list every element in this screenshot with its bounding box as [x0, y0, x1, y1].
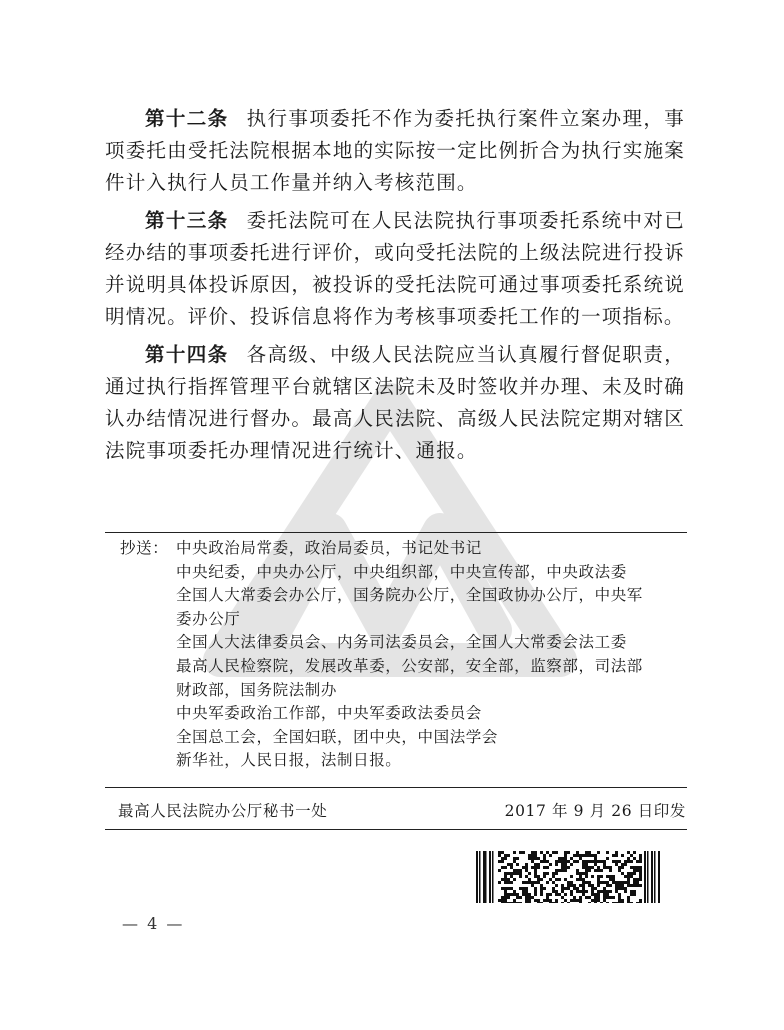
- cc-label: 抄送：: [120, 539, 169, 557]
- article-text: 各高级、中级人民法院应当认真履行督促职责，通过执行指挥管理平台就辖区法院未及时签收并办理、未及时确认办结情况进行督办。最高人民法院、高级人民法院定期对辖区法院事项委托办理情况进行统计、通报。: [105, 343, 685, 462]
- divider-bottom: [105, 829, 687, 830]
- divider-middle: [105, 787, 687, 788]
- divider-top: [105, 532, 687, 533]
- cc-list: [176, 537, 686, 773]
- article-12: [105, 103, 685, 199]
- article-heading: 第十四条: [145, 343, 229, 366]
- cc-line: 全国人大常委会办公厅，国务院办公厅，全国政协办公厅，中央军: [176, 586, 643, 605]
- article-14: [105, 339, 685, 467]
- cc-line: 中央纪委，中央办公厅，中央组织部，中央宣传部，中央政法委: [176, 562, 627, 581]
- cc-line: 全国人大法律委员会、内务司法委员会，全国人大常委会法工委: [176, 633, 627, 652]
- article-13: [105, 205, 685, 333]
- cc-line: 中央军委政治工作部，中央军委政法委员会: [176, 704, 482, 723]
- cc-line: 财政部，国务院法制办: [176, 680, 338, 699]
- cc-line: 委办公厅: [176, 609, 241, 628]
- cc-line: 新华社，人民日报，法制日报。: [176, 751, 402, 770]
- articles-section: [105, 103, 685, 473]
- issue-date: 2017 年 9 月 26 日印发: [504, 802, 686, 820]
- article-heading: 第十二条: [145, 107, 229, 130]
- article-text: 委托法院可在人民法院执行事项委托系统中对已经办结的事项委托进行评价，或向受托法院的上级法院进行投诉并说明具体投诉原因，被投诉的受托法院可通过事项委托系统说明情况。评价、投诉信息将作为考核事项委托工作的一项指标。: [105, 209, 685, 328]
- barcode-icon: [476, 851, 661, 903]
- cc-line: 最高人民检察院，发展改革委，公安部，安全部，监察部，司法部: [176, 656, 643, 675]
- page-number: — 4 —: [122, 914, 185, 933]
- cc-line: 中央政治局常委，政治局委员，书记处书记: [176, 539, 482, 557]
- article-heading: 第十三条: [145, 209, 229, 232]
- issuer-office: 最高人民法院办公厅秘书一处: [118, 802, 328, 820]
- article-text: 执行事项委托不作为委托执行案件立案办理，事项委托由受托法院根据本地的实际按一定比例折合为执行实施案件计入执行人员工作量并纳入考核范围。: [105, 107, 685, 194]
- cc-line: 全国总工会，全国妇联，团中央，中国法学会: [176, 727, 499, 746]
